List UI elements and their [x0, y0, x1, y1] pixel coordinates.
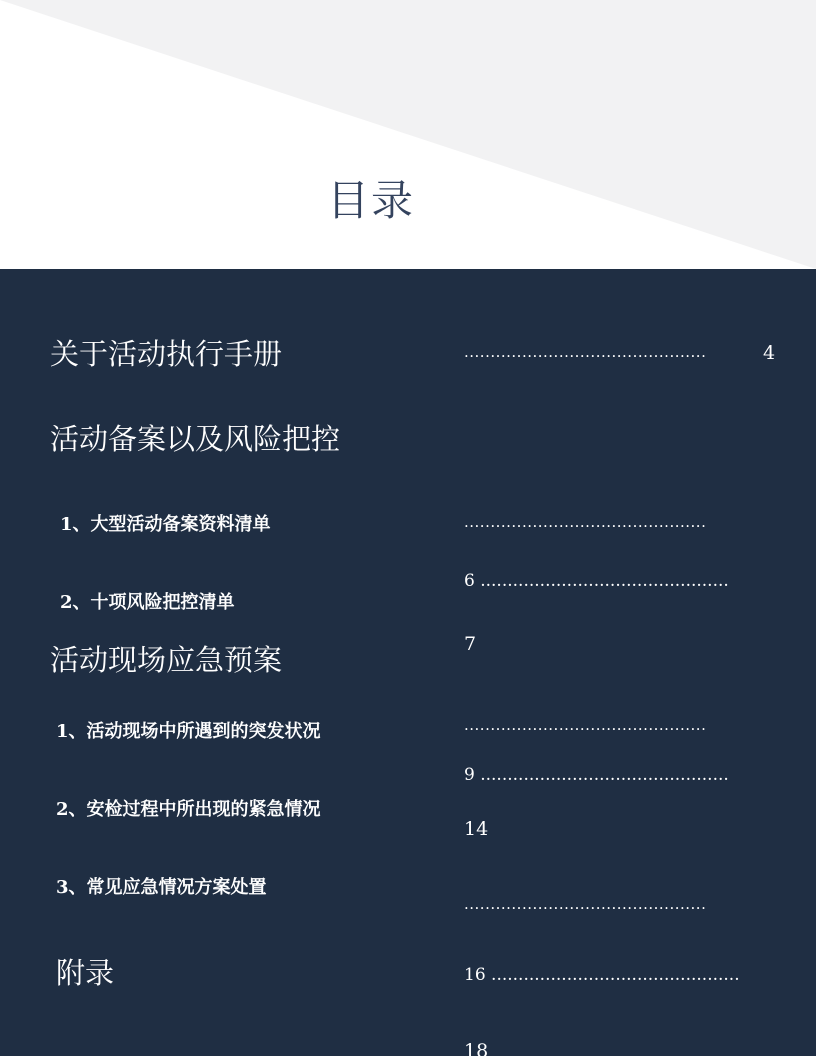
toc-item-emergency-1: 1、活动现场中所遇到的突发状况	[56, 721, 321, 742]
dot-leader: ..............................................	[464, 716, 707, 734]
toc-heading-appendix: 附录	[56, 956, 115, 990]
page-number-line: 9 ..............................................	[464, 765, 729, 785]
diagonal-background	[0, 0, 816, 269]
toc-heading-filing: 活动备案以及风险把控	[50, 422, 341, 456]
dot-leader: ..............................................	[464, 895, 707, 913]
page-number: 4	[763, 342, 776, 364]
toc-item-filing-1: 1、大型活动备案资料清单	[60, 514, 271, 535]
dot-leader: ..............................................	[464, 513, 707, 531]
page-title: 目录	[326, 176, 415, 225]
toc-panel	[0, 269, 816, 1056]
toc-heading-about: 关于活动执行手册	[50, 337, 283, 371]
toc-item-emergency-3: 3、常见应急情况方案处置	[56, 877, 267, 898]
toc-item-emergency-2: 2、安检过程中所出现的紧急情况	[56, 799, 321, 820]
page-number-line: 6 ..............................................	[464, 571, 729, 591]
page-number: 18	[464, 1040, 489, 1056]
page-number-line: 16 ..............................................	[464, 965, 740, 985]
page-number: 7	[464, 633, 477, 655]
toc-heading-emergency: 活动现场应急预案	[50, 643, 283, 677]
page-number: 14	[464, 818, 489, 840]
dot-leader: ..............................................	[464, 343, 707, 361]
toc-item-filing-2: 2、十项风险把控清单	[60, 592, 235, 613]
header-area	[0, 0, 816, 269]
